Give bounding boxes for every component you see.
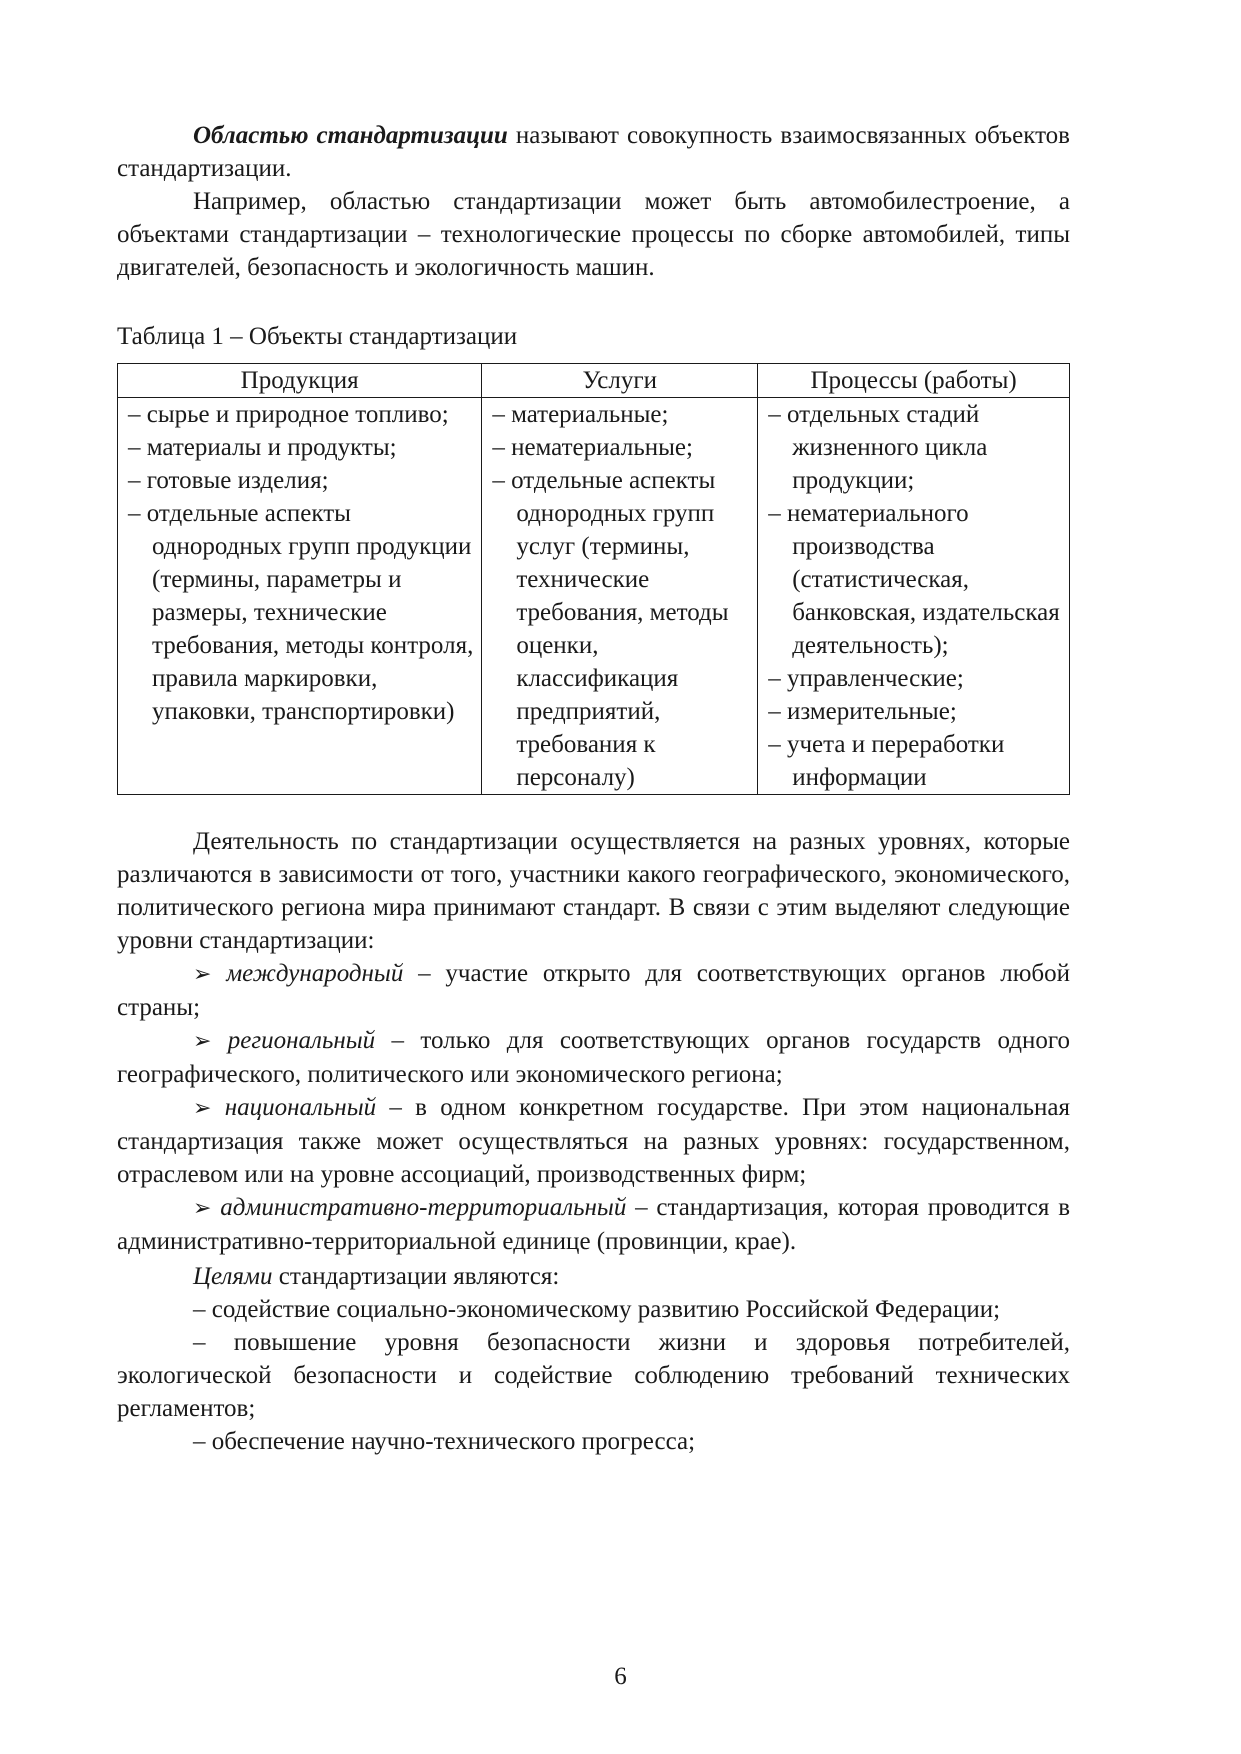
list-item: – материальные; [492, 401, 669, 428]
list-item: – измерительные; [768, 698, 957, 725]
levels-intro-paragraph: Деятельность по стандартизации осуществляется на разных уровнях, которые различаются в зависимости от того, участники какого географического, экономического, политического региона мира принимают стандарт. В связи с этим выделяют следующие уровни стандартизации: [117, 828, 1070, 954]
arrow-bullet-icon: ➢ [193, 1029, 212, 1054]
list-item: – готовые изделия; [128, 467, 329, 494]
goal-item: – повышение уровня безопасности жизни и здоровья потребителей, экологической безопасности и содействие соблюдению требований технических регламентов; [117, 1329, 1070, 1422]
goal-item: – обеспечение научно-технического прогресса; [193, 1428, 696, 1455]
list-item: – отдельные аспекты однородных групп услуг (термины, технические требования, методы оценки, классификация предприятий, требования к персоналу) [492, 467, 729, 791]
header-products: Продукция [118, 364, 482, 398]
header-services: Услуги [482, 364, 758, 398]
table-row [118, 398, 1070, 795]
intro-paragraph-2: Например, областью стандартизации может быть автомобилестроение, а объектами стандартизации – технологические процессы по сборке автомобилей, типы двигателей, безопасность и экологичность машин. [117, 188, 1070, 281]
products-cell [118, 398, 482, 795]
list-item: – нематериального производства (статистическая, банковская, издательская деятельность); [768, 500, 1060, 659]
processes-cell [758, 398, 1070, 795]
level-item-administrative: ➢ административно-территориальный – стандартизация, которая проводится в административно-территориальной единице (провинции, крае). [117, 1194, 1070, 1255]
arrow-bullet-icon: ➢ [193, 1096, 212, 1121]
table-header-row [118, 364, 1070, 398]
list-item: – управленческие; [768, 665, 964, 692]
list-item: – отдельные аспекты однородных групп продукции (термины, параметры и размеры, технические требования, методы контроля, правила маркировки, упаковки, транспортировки) [128, 500, 474, 725]
level-item-national: ➢ национальный – в одном конкретном государстве. При этом национальная стандартизация также может осуществляться на разных уровнях: государственном, отраслевом или на уровне ассоциаций, производственных фирм; [117, 1094, 1071, 1188]
services-cell [482, 398, 758, 795]
intro-section [117, 119, 1070, 284]
list-item: – сырье и природное топливо; [128, 401, 449, 428]
level-item-international: ➢ международный – участие открыто для соответствующих органов любой страны; [117, 960, 1071, 1021]
arrow-bullet-icon: ➢ [193, 962, 212, 987]
term-standardization-area: Областью стандартизации [193, 122, 508, 149]
table-caption: Таблица 1 – Объекты стандартизации [117, 323, 518, 350]
list-item: – отдельных стадий жизненного цикла продукции; [768, 401, 988, 494]
goals-intro-paragraph: Целями стандартизации являются: [193, 1263, 560, 1290]
goal-item: – содействие социально-экономическому развитию Российской Федерации; [193, 1296, 1001, 1323]
list-item: – материалы и продукты; [128, 434, 397, 461]
standardization-objects-table [117, 363, 1070, 795]
arrow-bullet-icon: ➢ [193, 1196, 212, 1221]
list-item: – нематериальные; [492, 434, 693, 461]
levels-section [117, 825, 1070, 1458]
page-number: 6 [614, 1663, 627, 1690]
header-processes: Процессы (работы) [758, 364, 1070, 398]
level-item-regional: ➢ региональный – только для соответствующих органов государств одного географического, политического или экономического региона; [117, 1027, 1070, 1088]
term-goals: Целями [193, 1263, 273, 1290]
list-item: – учета и переработки информации [768, 731, 1005, 791]
intro-paragraph-1: Областью стандартизации называют совокупность взаимосвязанных объектов стандартизации. [117, 122, 1070, 182]
